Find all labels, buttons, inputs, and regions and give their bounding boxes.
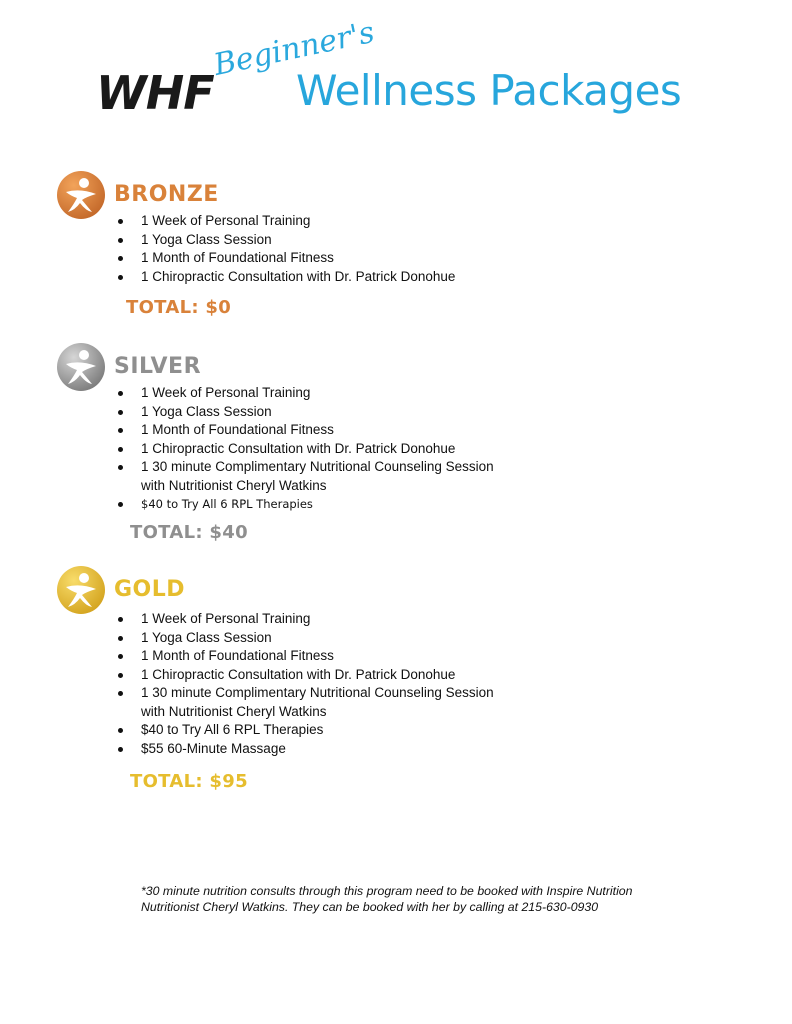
person-medal-icon <box>56 565 106 615</box>
package-total: TOTAL: $0 <box>126 297 232 318</box>
tier-title: BRONZE <box>114 182 219 207</box>
list-item: 1 Yoga Class Session <box>118 403 758 422</box>
package-bronze <box>56 170 696 318</box>
list-item: 1 Chiropractic Consultation with Dr. Patrick Donohue <box>118 268 758 287</box>
person-medal-icon <box>56 342 106 392</box>
list-item: 1 Month of Foundational Fitness <box>118 421 758 440</box>
list-item: 1 Chiropractic Consultation with Dr. Patrick Donohue <box>118 440 758 459</box>
footnote-line: *30 minute nutrition consults through this program need to be booked with Inspire Nutrition <box>141 884 633 898</box>
person-medal-icon <box>56 170 106 220</box>
list-item: 1 Month of Foundational Fitness <box>118 647 758 666</box>
list-item: 1 30 minute Complimentary Nutritional Counseling Session <box>118 684 758 703</box>
list-item: 1 30 minute Complimentary Nutritional Counseling Session <box>118 458 758 477</box>
package-total: TOTAL: $40 <box>130 522 248 543</box>
page-title: Wellness Packages <box>296 66 682 115</box>
footnote-line: Nutritionist Cheryl Watkins. They can be booked with her by calling at 215-630-0930 <box>141 900 599 914</box>
list-item: $40 to Try All 6 RPL Therapies <box>118 721 758 740</box>
brand-logo-text: WHF <box>96 66 214 120</box>
list-item: $55 60-Minute Massage <box>118 740 758 759</box>
list-item-continuation: with Nutritionist Cheryl Watkins <box>141 477 327 493</box>
package-item-list <box>118 212 758 286</box>
package-item-list <box>118 610 758 758</box>
list-item: 1 Week of Personal Training <box>118 610 758 629</box>
page-header <box>96 14 696 130</box>
list-item-continuation: with Nutritionist Cheryl Watkins <box>141 703 327 719</box>
list-item: 1 Month of Foundational Fitness <box>118 249 758 268</box>
list-item: 1 Chiropractic Consultation with Dr. Patrick Donohue <box>118 666 758 685</box>
package-item-list <box>118 384 758 514</box>
list-item: 1 Yoga Class Session <box>118 231 758 250</box>
list-item: $40 to Try All 6 RPL Therapies <box>118 495 758 514</box>
list-item: 1 Week of Personal Training <box>118 384 758 403</box>
package-header <box>56 565 696 615</box>
footnote <box>141 883 701 915</box>
tier-title: GOLD <box>114 577 186 602</box>
header-script-text: Beginner's <box>210 14 378 83</box>
tier-title: SILVER <box>114 354 202 379</box>
list-item: 1 Week of Personal Training <box>118 212 758 231</box>
package-gold <box>56 565 696 792</box>
package-silver <box>56 342 696 543</box>
list-item: 1 Yoga Class Session <box>118 629 758 648</box>
package-total: TOTAL: $95 <box>130 771 248 792</box>
